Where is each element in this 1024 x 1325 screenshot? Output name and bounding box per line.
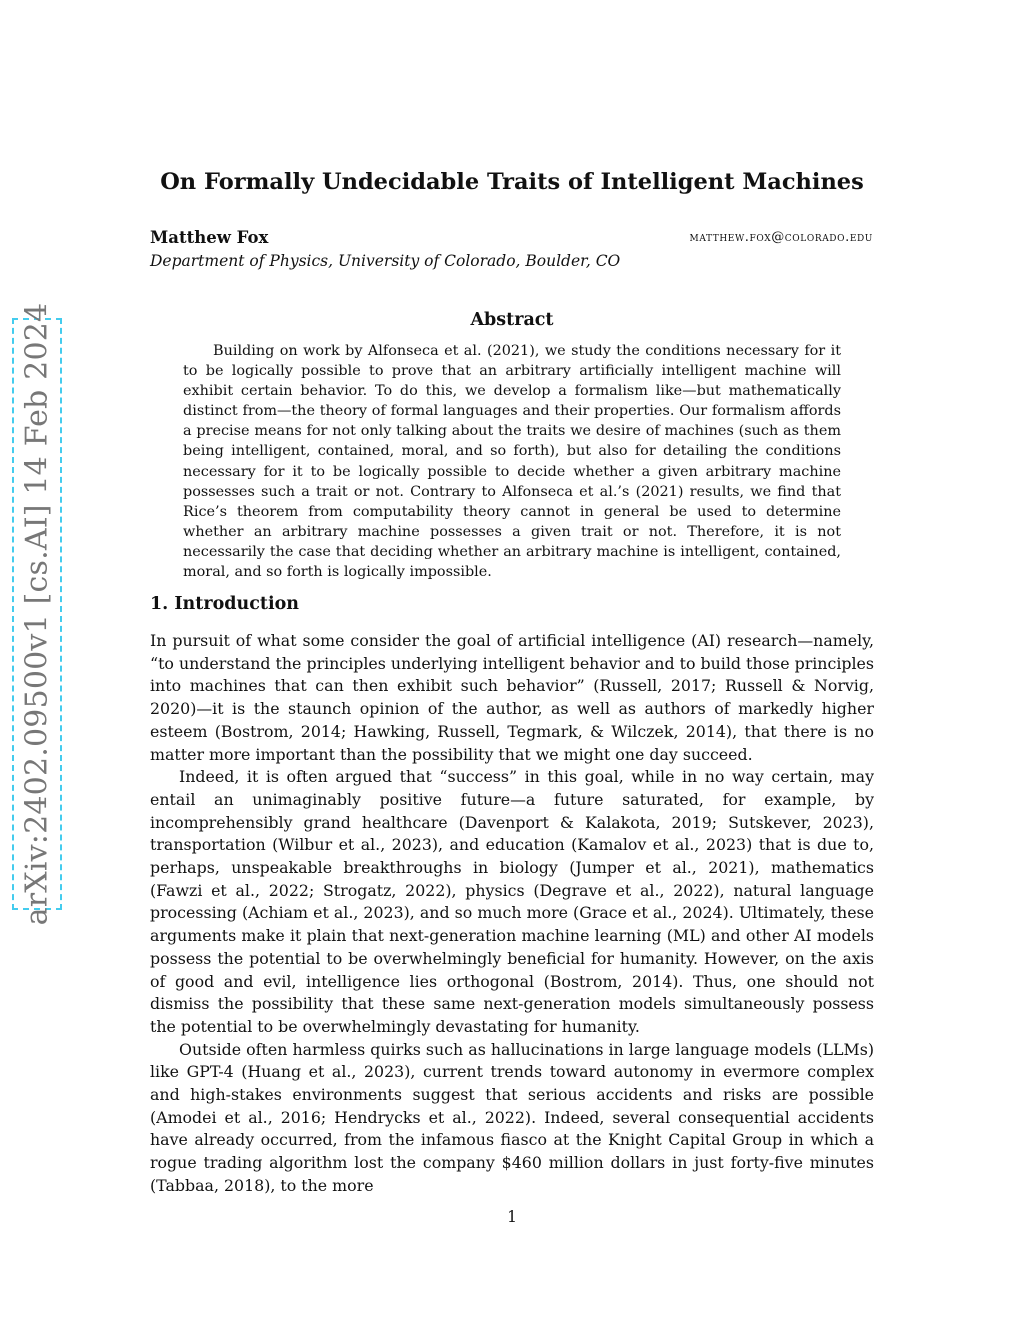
page-number: 1: [507, 1208, 517, 1226]
paper-title: On Formally Undecidable Traits of Intelligent Machines: [160, 169, 864, 195]
author-affiliation: Department of Physics, University of Colorado, Boulder, CO: [150, 252, 621, 270]
abstract-heading: Abstract: [470, 310, 554, 330]
intro-paragraph-1: In pursuit of what some consider the goal of artificial intelligence (AI) research—namely, “to understand the principles underlying intelligent behavior and to build those principles into machines that can then exhibit such behavior” (Russell, 2017; Russell & Norvig, 2020)—it is the staunch opinion of the author, as well as authors of markedly higher esteem (Bostrom, 2014; Hawking, Russell, Tegmark, & Wilczek, 2014), that there is no matter more important than the possibility that we might one day succeed.: [150, 631, 874, 764]
intro-paragraph-3: Outside often harmless quirks such as hallucinations in large language models (LLMs) like GPT-4 (Huang et al., 2023), current trends toward autonomy in evermore complex and high-stakes environments suggest that serious accidents and risks are possible (Amodei et al., 2016; Hendrycks et al., 2022). Indeed, several consequential accidents have already occurred, from the infamous fiasco at the Knight Capital Group in which a rogue trading algorithm lost the company $460 million dollars in just forty-five minutes (Tabbaa, 2018), to the more: [150, 1039, 874, 1195]
abstract-text: Building on work by Alfonseca et al. (2021), we study the conditions necessary for it to be logically possible to prove that an arbitrary artificially intelligent machine will exhibit certain behavior. To do this, we develop a formalism like—but mathematically distinct from—the theory of formal languages and their properties. Our formalism affords a precise means for not only talking about the traits we desire of machines (such as them being intelligent, contained, moral, and so forth), but also for detailing the conditions necessary for it to be logically possible to decide whether a given arbitrary machine possesses such a trait or not. Contrary to Alfonseca et al.’s (2021) results, we find that Rice’s theorem from computability theory cannot in general be used to determine whether an arbitrary machine possesses a given trait or not. Therefore, it is not necessarily the case that deciding whether an arbitrary machine is intelligent, contained, moral, and so forth is logically impossible.: [183, 343, 841, 581]
section-heading-introduction: 1. Introduction: [150, 594, 299, 614]
arxiv-identifier-stamp: [12, 302, 62, 926]
author-email[interactable]: matthew.fox@colorado.edu: [689, 230, 873, 245]
arxiv-identifier-text: arXiv:2402.09500v1 [cs.AI] 14 Feb 2024: [19, 302, 55, 926]
introduction-body: [150, 630, 874, 1198]
intro-paragraph-2: Indeed, it is often argued that “success” in this goal, while in no way certain, may entail an unimaginably positive future—a future saturated, for example, by incomprehensibly grand healthcare (Davenport & Kalakota, 2019; Sutskever, 2023), transportation (Wilbur et al., 2023), and education (Kamalov et al., 2023) that is due to, perhaps, unspeakable breakthroughs in biology (Jumper et al., 2021), mathematics (Fawzi et al., 2022; Strogatz, 2022), physics (Degrave et al., 2022), natural language processing (Achiam et al., 2023), and so much more (Grace et al., 2024). Ultimately, these arguments make it plain that next-generation machine learning (ML) and other AI models possess the potential to be overwhelmingly beneficial for humanity. However, on the axis of good and evil, intelligence lies orthogonal (Bostrom, 2014). Thus, one should not dismiss the possibility that these same next-generation models simultaneously possess the potential to be overwhelmingly devastating for humanity.: [150, 767, 874, 1036]
author-name: Matthew Fox: [150, 228, 269, 247]
